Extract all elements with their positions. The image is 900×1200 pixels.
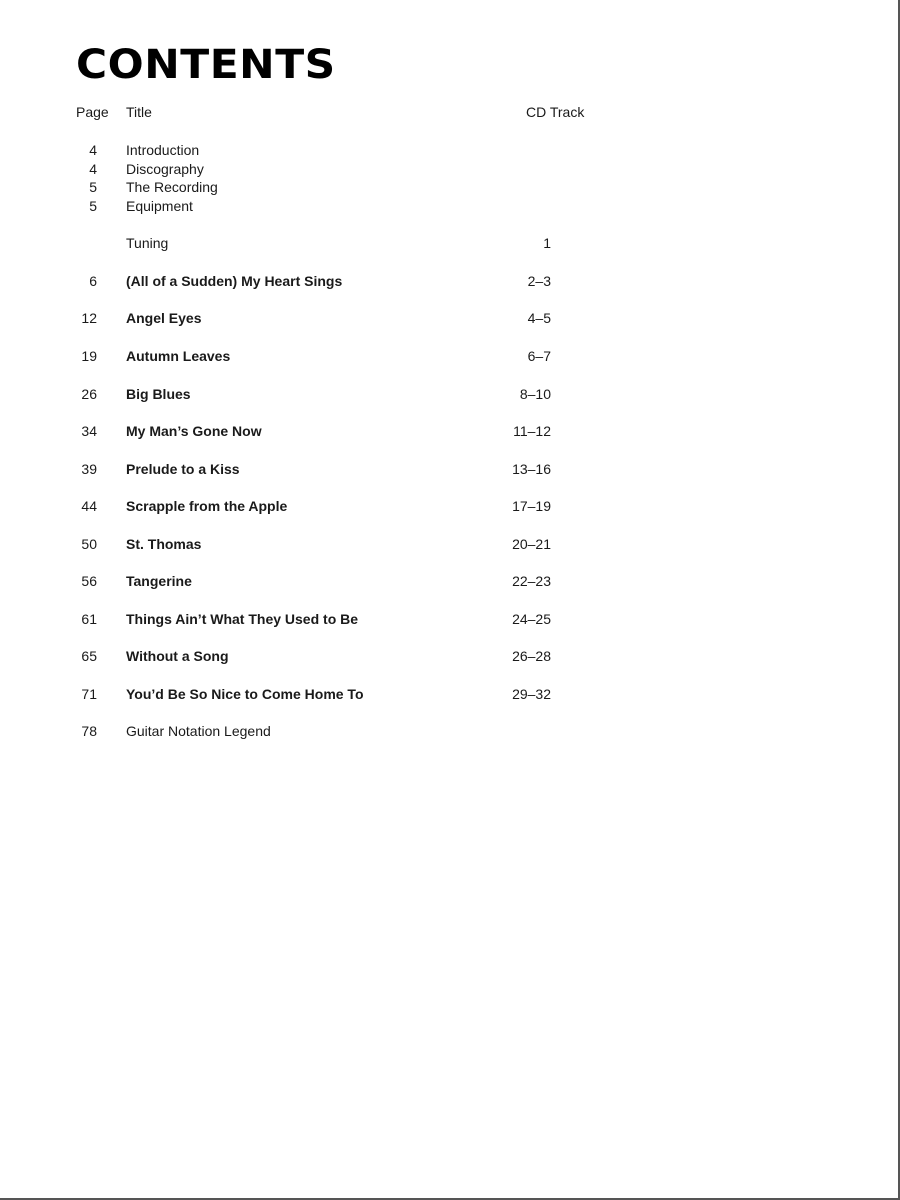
page-number: 4 [89, 142, 97, 158]
toc-row-song [0, 610, 900, 628]
song-title: My Man’s Gone Now [126, 423, 262, 439]
toc-row [0, 197, 900, 215]
cd-track-number: 17–19 [512, 498, 551, 514]
song-title: Scrapple from the Apple [126, 498, 288, 514]
cd-track-number: 24–25 [512, 611, 551, 627]
toc-row [0, 160, 900, 178]
toc-row-song [0, 272, 900, 290]
toc-row-song [0, 497, 900, 515]
cd-track-number: 20–21 [512, 536, 551, 552]
page-number: 34 [81, 423, 97, 439]
song-title: Things Ain’t What They Used to Be [126, 611, 359, 627]
toc-row-song [0, 347, 900, 365]
entry-title: Tuning [126, 235, 169, 251]
cd-track-number: 1 [543, 235, 551, 251]
song-title: Angel Eyes [126, 310, 202, 326]
cd-track-number: 4–5 [527, 310, 551, 326]
page-number: 71 [81, 686, 97, 702]
toc-row-song [0, 460, 900, 478]
toc-row-song [0, 535, 900, 553]
song-title: St. Thomas [126, 536, 202, 552]
entry-title: The Recording [126, 179, 218, 195]
toc-row-song [0, 309, 900, 327]
page-number: 56 [81, 573, 97, 589]
cd-track-number: 6–7 [527, 348, 551, 364]
page-number: 5 [89, 198, 97, 214]
toc-row-tuning [0, 234, 900, 252]
song-title: Big Blues [126, 386, 191, 402]
song-title: You’d Be So Nice to Come Home To [126, 686, 364, 702]
page-column-header: Page [76, 104, 109, 120]
song-title: (All of a Sudden) My Heart Sings [126, 273, 343, 289]
entry-title: Guitar Notation Legend [126, 723, 271, 739]
page-number: 78 [81, 723, 97, 739]
toc-row-song [0, 685, 900, 703]
toc-row-legend [0, 722, 900, 740]
cd-track-number: 8–10 [519, 386, 551, 402]
song-title: Prelude to a Kiss [126, 461, 240, 477]
toc-row [0, 141, 900, 159]
column-headers [0, 104, 900, 122]
page-number: 5 [89, 179, 97, 195]
entry-title: Discography [126, 161, 204, 177]
cd-track-column-header: CD Track [526, 104, 585, 120]
cd-track-number: 22–23 [512, 573, 551, 589]
song-title: Autumn Leaves [126, 348, 231, 364]
page-number: 19 [81, 348, 97, 364]
entry-title: Introduction [126, 142, 200, 158]
page-number: 44 [81, 498, 97, 514]
song-title: Tangerine [126, 573, 192, 589]
toc-row-song [0, 647, 900, 665]
page-number: 65 [81, 648, 97, 664]
toc-row-song [0, 422, 900, 440]
page-title: CONTENTS [76, 42, 336, 88]
cd-track-number: 13–16 [512, 461, 551, 477]
page-number: 26 [81, 386, 97, 402]
page-number: 61 [81, 611, 97, 627]
entry-title: Equipment [126, 198, 193, 214]
cd-track-number: 26–28 [512, 648, 551, 664]
page-number: 50 [81, 536, 97, 552]
toc-row-song [0, 385, 900, 403]
song-title: Without a Song [126, 648, 229, 664]
page-number: 12 [81, 310, 97, 326]
page-number: 39 [81, 461, 97, 477]
title-column-header: Title [126, 104, 152, 120]
toc-row [0, 178, 900, 196]
cd-track-number: 2–3 [527, 273, 551, 289]
page-number: 6 [89, 273, 97, 289]
toc-row-song [0, 572, 900, 590]
page-number: 4 [89, 161, 97, 177]
cd-track-number: 11–12 [513, 423, 551, 439]
cd-track-number: 29–32 [512, 686, 551, 702]
